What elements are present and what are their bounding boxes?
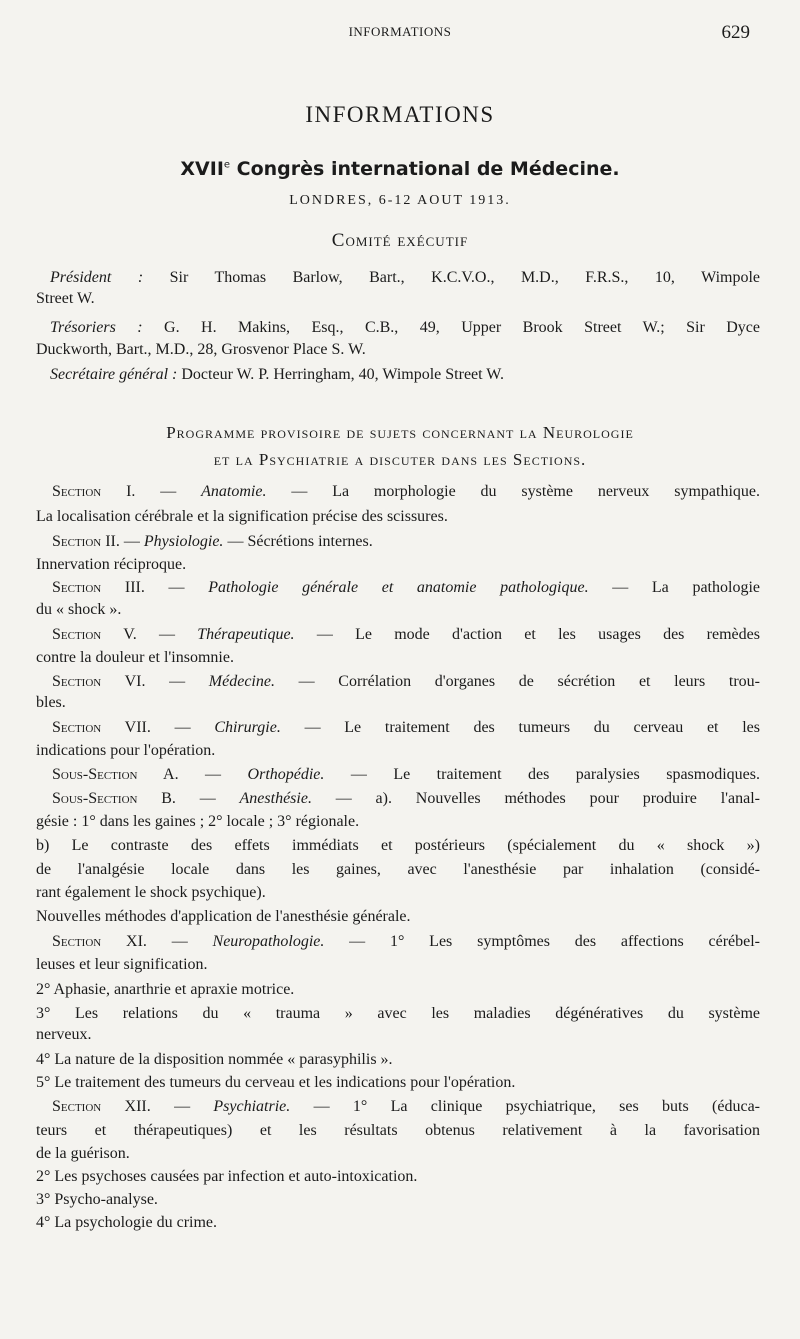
body-text: gésie : 1° dans les gaines ; 2° locale ; 3° régionale. [36,813,360,830]
body-line [52,718,760,738]
president-line [50,268,760,288]
body-line [36,741,760,761]
section-topic: Psychiatrie. [213,1098,291,1115]
section-text: — a). Nouvelles méthodes pour produire l'anal- [311,790,760,807]
body-line [36,507,760,527]
body-text: b) Le contraste des effets immédiats et postérieurs (spécialement du « shock ») [36,837,760,854]
tresoriers-line-2: Duckworth, Bart., M.D., 28, Grosvenor Place S. W. [36,341,366,358]
section-topic: Chirurgie. [214,719,281,736]
page-title: INFORMATIONS [305,102,495,127]
body-line [36,555,760,575]
section-text: — Corrélation d'organes de sécrétion et leurs trou- [274,673,760,690]
congress-ordinal: XVII [180,158,224,180]
body-text: 2° Aphasie, anarthrie et apraxie motrice. [36,981,295,998]
body-text: de la guérison. [36,1145,130,1162]
body-text: Innervation réciproque. [36,556,187,573]
president-label: Président : [50,269,144,286]
body-line [36,1213,760,1233]
body-line [52,1097,760,1117]
body-text: 4° La psychologie du crime. [36,1214,218,1231]
body-line [36,1167,760,1187]
section-topic: Orthopédie. [247,766,325,783]
body-text: contre la douleur et l'insomnie. [36,649,234,666]
body-line [52,765,760,785]
section-text: — La morphologie du système nerveux sympathique. [266,483,760,500]
comite-heading: Comité exécutif [331,230,469,251]
body-text: teurs et thérapeutiques) et les résultats obtenus relativement à la favorisation [36,1122,760,1139]
page-number: 629 [721,22,750,43]
body-line [36,1025,760,1045]
body-line [36,812,760,832]
body-line [36,1004,760,1024]
section-text: — La pathologie [588,579,760,596]
section-label: Section III. — [52,579,209,596]
body-line [36,883,760,903]
section-label: Section VII. — [52,719,215,736]
body-line [36,955,760,975]
body-line [52,578,760,598]
body-text: bles. [36,694,66,711]
body-line [36,1144,760,1164]
body-line [52,789,760,809]
secretaire-line [50,365,774,385]
body-text: 3° Les relations du « trauma » avec les maladies dégénératives du système [36,1005,760,1022]
body-line [36,907,760,927]
tresoriers-text: G. H. Makins, Esq., C.B., 49, Upper Brook Street W.; Sir Dyce [142,319,760,336]
body-line [36,648,760,668]
body-line [36,980,760,1000]
section-text: — Le traitement des tumeurs du cerveau et les [280,719,760,736]
body-text: 2° Les psychoses causées par infection et auto-intoxication. [36,1168,418,1185]
section-text: — Le traitement des paralysies spasmodiques. [324,766,761,783]
running-head [0,22,800,46]
tresoriers-label: Trésoriers : [50,319,143,336]
body-text: 3° Psycho-analyse. [36,1191,158,1208]
body-text: 4° La nature de la disposition nommée « parasyphilis ». [36,1051,393,1068]
body-line [36,600,760,620]
section-label: Section II. — [52,533,144,550]
section-text: — 1° Les symptômes des affections cérébel- [324,933,761,950]
body-line [36,860,760,880]
body-line [52,532,760,552]
body-text: du « shock ». [36,601,122,618]
body-line [52,932,760,952]
body-text: de l'analgésie locale dans les gaines, avec l'anesthésie par inhalation (considé- [36,861,760,878]
congress-name: Congrès international de Médecine. [230,158,620,180]
congress-place: LONDRES, 6-12 AOUT 1913. [289,193,511,208]
section-topic: Anatomie. [201,483,267,500]
secretaire-label: Secrétaire général : [50,366,178,383]
section-label: Sous-Section B. — [52,790,240,807]
body-text: 5° Le traitement des tumeurs du cerveau et les indications pour l'opération. [36,1074,516,1091]
section-text: — Le mode d'action et les usages des remèdes [294,626,760,643]
body-text: nerveux. [36,1026,92,1043]
congress-title [0,158,800,180]
section-topic: Thérapeutique. [197,626,295,643]
section-topic: Neuropathologie. [212,933,325,950]
section-topic: Pathologie générale et anatomie pathologique. [208,579,589,596]
body-line [36,836,760,856]
body-text: La localisation cérébrale et la signification précise des scissures. [36,508,448,525]
programme-title-1: Programme provisoire de sujets concernant la Neurologie [166,423,634,442]
body-text: leuses et leur signification. [36,956,208,973]
body-line [36,1050,760,1070]
tresoriers-line [50,318,760,338]
body-text: Nouvelles méthodes d'application de l'anesthésie générale. [36,908,411,925]
body-line [52,672,760,692]
section-label: Section VI. — [52,673,209,690]
body-text: rant également le shock psychique). [36,884,266,901]
body-line [52,625,760,645]
body-line [36,1073,760,1093]
section-label: Section I. — [52,483,202,500]
section-text: — 1° La clinique psychiatrique, ses buts (éduca- [290,1098,760,1115]
section-label: Section V. — [52,626,198,643]
president-text: Sir Thomas Barlow, Bart., K.C.V.O., M.D., F.R.S., 10, Wimpole [143,269,761,286]
section-topic: Anesthésie. [239,790,312,807]
section-text: — Sécrétions internes. [223,533,373,550]
body-line [36,1190,760,1210]
section-topic: Médecine. [208,673,275,690]
president-line-2: Street W. [36,290,95,307]
section-label: Section XII. — [52,1098,214,1115]
body-line [52,482,760,502]
section-topic: Physiologie. [143,533,224,550]
running-title: INFORMATIONS [348,24,452,39]
section-label: Sous-Section A. — [52,766,248,783]
secretaire-text: Docteur W. P. Herringham, 40, Wimpole Street W. [177,366,504,383]
section-label: Section XI. — [52,933,213,950]
body-line [36,693,760,713]
congress-ordinal-sup: e [223,159,231,171]
programme-title-2: et la Psychiatrie a discuter dans les Sections. [213,450,587,469]
body-line [36,1121,760,1141]
body-text: indications pour l'opération. [36,742,216,759]
